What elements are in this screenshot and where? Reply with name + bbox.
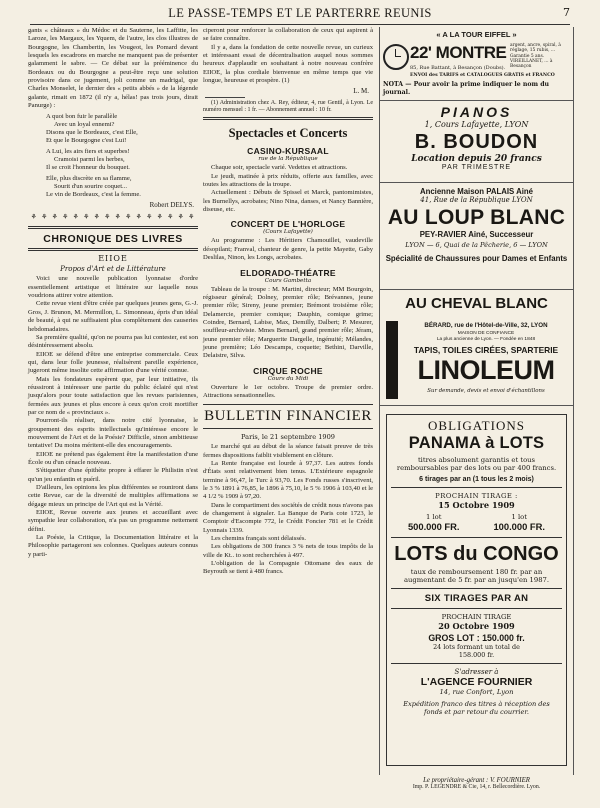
paragraph: S'étiquetter d'une épithète propre à effarer le Philistin n'est qu'un jeu enfantin et puéril. [28,467,198,483]
ad-montre-price: 22' MONTRE [410,43,507,62]
poem-line: Le vin de Bordeaux, c'est la femme. [46,191,141,199]
ad-next-draw-label: PROCHAIN TIRAGE [441,613,512,621]
paragraph: Voici une nouvelle publication lyonnaise d'ordre essentiellement artistique et littéraire sur laquelle nous voudrions attirer votre attention. [28,275,198,300]
column-middle [203,27,373,577]
paragraph: Pourront-ils réaliser, dans notre cité lyonnaise, le groupement des esprits intellectuels qu'intéresse encore le mouvement de l'Art et de la Poésie? Difficile, sinon ambitieuse tentative! Du moins méritent-elle des encouragements. [28,417,198,450]
ad-montre-address: 85, Rue Battant, à Besançon (Doubs). [410,65,506,71]
paragraph: Chaque soir, spectacle varié. Vedettes et attractions. [211,164,348,172]
ad-boudon-name: B. BOUDON [414,131,539,153]
ad-montre-details: argent, ancre, spiral, à réglage, 15 rubis, ... Garantie 5 ans. VIREILLANET, ... à Besançon [510,43,561,70]
lot-label: 1 lot [511,513,527,521]
ad-loup-title: AU LOUP BLANC [387,206,566,229]
ad-cheval-title: AU CHEVAL BLANC [405,295,548,312]
ad-montre-catalog: ENVOI des TARIFS et CATALOGUES GRATIS et FRANCO [410,73,555,78]
lot-amount: 100.000 FR. [493,521,546,532]
review-title: EIIOE [98,254,128,264]
poem [46,113,198,199]
ad-panama-text: titres absolument garantis et tous remboursables par des lots ou par 400 francs. [396,456,557,472]
ad-contact-label: S'adresser à [454,668,499,676]
venue-title: ELDORADO-THÉATRE [240,267,336,278]
lot-row [391,513,562,521]
double-rule [203,117,373,120]
rule [391,663,562,664]
ad-next-draw-date: 15 Octobre 1909 [438,500,515,510]
double-rule [28,226,198,229]
lot-label: 1 lot [426,513,442,521]
venue-address: Cours du Midi [267,375,309,382]
paragraph: Mais les fondateurs espèrent que, par leur initiative, ils réussiront à intéresser une partie du public éclairé qui n'est jusqu'alors pour toute satisfaction que les revues parisiennes, fermées aux jeunes et plus encore à ceux qu'on croit mortifier par ce nom de « provinciaux ». [28,375,198,416]
ad-tapis: TAPIS, TOILES CIRÉES, SPARTERIE [413,345,559,355]
page-header [30,2,570,25]
ad-montre-note: NOTA — Pour avoir la prime indiquer le nom du journal. [383,81,550,96]
ad-gros-lot-sub: 24 lots formant un total de 158.000 fr. [433,643,520,659]
paragraph: Dans le compartiment des sociétés de crédit nous n'avons pas de changement à signaler. La Banque de Paris cote 1723, le Comptoir d'Escompte 772, le Crédit Foncier 781 et le Crédit Lyonnais 1339. [203,501,373,534]
paragraph: Tableau de la troupe : M. Martini, directeur; MM Bourgoin, régisseur général; Dolney, premier rôle; Brévannes, jeune premier rôle; Sireny, jeune premier; Brémont troisième rôle; Delamercie, premier comique; Dauphin, comique grime; Coindre, Bernard, Labise, Max, Demilly, Dalbert; P. Mesurer, souffleur-archiviste. Mmes Bernard, grand premier rôle; Jéram, jeune premier rôle; Marguerite Dargelle, ingénuité; Mélandes, jeune première; Léo Descamps, coquette; Bethini, Darville, Delaistre, Silva. [203,285,373,360]
section-title-spectacles: Spectacles et Concerts [228,126,348,141]
footnote: (1) Administration chez A. Rey, éditeur, 4, rue Gentil, à Lyon. Le numéro mensuel : 1 fr. — Abonnement annuel : 10 fr. [203,100,373,114]
ad-loup-successor: PEY-RAVIER Ainé, Successeur [419,230,534,239]
poem-line: Avec un loyal ennemi? [54,121,115,129]
paragraph: Actuellement : Débuts de Spissel et Marck, pantomimistes, les Burnellys, acrobates; Nino Nina, danses, et Nancy Bannière, diseuse, etc. [203,189,373,214]
ad-boudon-location: Location depuis 20 francs [411,154,542,164]
ad-loup-address2: LYON — 6, Quai de la Pêcherie, 6 — LYON [405,241,548,249]
ad-next-draw-label: PROCHAIN TIRAGE : [435,492,518,500]
publisher-line: Le propriétaire-gérant : V. FOURNIER [423,777,530,784]
venue-title: CIRQUE ROCHE [253,365,323,376]
newspaper-title: LE PASSE-TEMPS ET LE PARTERRE REUNIS [168,6,432,20]
ad-montre-top: « A LA TOUR EIFFEL » [436,30,517,39]
column-left [28,27,198,559]
poem-line: Elle, plus discrète en sa flamme, [46,175,132,183]
review-subtitle: Propos d'Art et de Littérature [60,265,166,274]
ad-loup-address: 41, Rue de la République LYON [420,196,533,204]
venue-address: rue de la République [258,156,318,163]
ad-obligations [386,414,567,766]
ad-agence-name: L'AGENCE FOURNIER [420,676,533,688]
venue-address: Cours Gambetta [264,277,312,284]
paragraph: D'ailleurs, les opinions les plus différentes se rouniront dans cette Revue, car de la diversité de multiples affirmations se dégage mieux un principe de l'Art qui est la Vérité. [28,484,198,508]
ad-panama-title: PANAMA à LOTS [408,434,545,452]
venue-address: (Cours Lafayette) [263,229,313,236]
paragraph: ciperont pour renforcer la collaboration de ceux qui aspirent à se faire connaître. [203,27,373,43]
poem-line: Cramoisi parmi les herbes, [54,156,125,164]
paragraph: EIIOE se défend d'être une entreprise commerciale. Ceux qui, dans leur folle jeunesse, réalisèrent pareille expérience, jugeront même insolite cette affirmation d'une vérité connue. [28,350,198,375]
footnote-rule [205,97,245,98]
watch-icon [383,44,409,70]
ad-congo-title: LOTS du CONGO [394,543,559,565]
paragraph: La Rente française est lourde à 97,37. Les autres fonds d'États sont relativement bien tenus. L'Extérieure espagnole termine à 96,47, le Turc à 93,70. Les Fonds russes s'inscrivent, le 3 % 1891 à 76,85, le 1896 à 75,10, le 5 % 1906 à 103,40 et le 4 1/2 % 1909 à 97,20. [203,459,373,501]
venue-title: CASINO-KURSAAL [247,146,329,157]
page-number: 7 [563,6,570,19]
ad-next-draw-date: 20 Octobre 1909 [438,621,515,631]
ad-oblig-title: OBLIGATIONS [428,418,525,433]
paragraph: Le jeudi, matinée à prix réduits, offerte aux familles, avec toutes les attractions de la troupe. [203,172,373,189]
rule [391,588,562,589]
paragraph: EIIOE ne prétend pas également être la manifestation d'une École ou d'un cénacle nouveau. [28,450,198,466]
ad-gros-lot: GROS LOT : 150.000 fr. [428,633,525,643]
poem-line: Il se croit l'honneur du bouquet. [46,164,130,172]
poem-line: Sourit d'un sourire coquet... [54,183,127,191]
author-signature: L. M. [353,87,369,96]
paragraph: Sa première qualité, qu'on ne pourra pas lui contester, est son désintéressement absolu. [28,333,198,350]
poem-line: Disons que le Bordeaux, c'est Elle, [46,129,138,137]
poem-line: A Lui, les airs fiers et superbes! [46,148,130,156]
ad-linoleum-sub: Sur demande, devis et envoi d'échantillons [427,388,545,394]
paragraph: EIIOE, Revue ouverte aux jeunes et accueillant avec sympathie leur collaboration, n'a pas un programme nettement défini. [28,509,198,533]
rule [391,608,562,609]
page-imprint [379,777,574,790]
ad-congo-frequency: SIX TIRAGES PAR AN [424,593,529,604]
section-title-bulletin: BULLETIN FINANCIER [203,404,373,429]
author-signature: Robert DELYS. [149,201,194,210]
ad-boudon-period: PAR TRIMESTRE [441,164,512,171]
venue-title: CONCERT DE L'HORLOGE [230,219,346,230]
ad-pianos-address: 1, Cours Lafayette, LYON [424,120,529,129]
ad-berard-confidence: MAISON DE CONFIANCE [457,331,515,336]
poem-line: Et que le Bourgogne c'est Lui! [46,137,127,145]
paragraph: La Poésie, la Critique, la Documentation littéraire et la Philosophie partageront ses colonnes. Quelques auteurs connus y parti- [28,534,198,558]
paragraph: L'obligation de la Compagnie Ottomane des eaux de Beyrouth se tient à 480 francs. [203,560,373,576]
ad-berard-address: BÉRARD, rue de l'Hôtel-de-Ville, 32, LYON [424,322,548,329]
paragraph: Le marché qui au début de la séance faisait preuve de très fermes dispositions faiblit visiblement en clôture. [203,443,373,459]
lot-amount: 500.000 FR. [407,521,460,532]
bulletin-date: Paris, le 21 septembre 1909 [241,433,335,442]
poem-line: A quoi bon fuir le parallèle [46,113,118,121]
paragraph: Cette revue vient d'être créée par quelques jeunes gens, G.-J. Gros, J. Brunon, M. Mermillon, L. Simonneau, épris d'un idéal de beauté, à qui ne suffisaient plus complètement des causeries hebdomadaires. [28,300,198,333]
ad-agence-address: 14, rue Confort, Lyon [439,688,514,696]
ad-expedition: Expédition franco des titres à réception des fonds et par retour du courrier. [403,700,550,716]
paragraph: Il y a, dans la fondation de cette nouvelle revue, un curieux et intéressant essai de décentralisation auquel nous sommes heureux d'applaudir en souhaitant à notre nouveau confrère EIIOE, la plus cordiale bienvenue en même temps que vie longue, heureuse et prospère. (1) [203,43,373,85]
decorative-bar [386,321,398,399]
paragraph: Les chemins français sont délaissés. [211,535,307,543]
ad-loup-blanc [380,187,573,290]
ad-panama-frequency: 6 tirages par an (1 tous les 2 mois) [419,476,534,483]
ad-pianos [380,104,573,183]
ornament-divider: ⚘ ⚘ ⚘ ⚘ ⚘ ⚘ ⚘ ⚘ ⚘ ⚘ ⚘ ⚘ ⚘ ⚘ ⚘ ⚘ [30,213,196,222]
ad-linoleum: LINOLEUM [417,355,555,385]
ad-loup-former: Ancienne Maison PALAIS Ainé [419,187,534,196]
paragraph: Ouverture le 1er octobre. Troupe de premier ordre. Attractions sensationnelles. [203,383,373,399]
ad-cheval-blanc [380,295,573,406]
paragraph: Les obligations de 300 francs 3 % nets de tous impôts de la ville de Kt.. to sont recherchées à 497. [203,543,373,559]
double-rule [28,248,198,251]
ad-pianos-title: PIANOS [440,104,513,120]
lot-amounts [391,521,562,532]
ad-berard-founded: La plus ancienne de Lyon. — Fondée en 1848 [436,337,536,342]
ad-congo-text: taux de remboursement 180 fr. par an augmentant de 5 fr. par an jusqu'en 1987. [403,568,550,584]
article-intro: gants « châteaux » du Médoc et du Sauterne, les Laffitte, les Laroze, les Margaux, les Yquem, de l'autre, les clos illustres de Bourgogne, les Chambertin, les Vougeot, les Pomard devant lesquels les escadrons en marche ne manquent pas de présenter galamment le sabre. — Ce débat sur la prééminence du Bordeaux ou du Bourgogne a peut-être reçu une solution provisoire dans ce jugement, joli comme un madrigal, que Charles Monselet, le dernier des « petits abbés » de la légende galante, rimait en 1872 (il n'y a, hélas! pas trois jours, dirait Panurge) : [28,27,198,110]
printer-line: Imp. P. LEGENDRE & Cie, 14, r. Bellecordière. Lyon. [412,784,541,790]
ad-loup-speciality: Spécialité de Chaussures pour Dames et Enfants [385,254,568,263]
rule [391,487,562,488]
ad-montre [380,30,573,101]
rule [391,537,562,538]
paragraph: Au programme : Les Héritiers Chamouillet, vaudeville désopilant; Franval, chanteur de genre, la petite Mayette, Gaby Deslilas, Ninon, les Longs, acrobates. [203,237,373,262]
section-title-chronique: CHRONIQUE DES LIVRES [43,233,183,246]
column-ads [379,27,574,775]
